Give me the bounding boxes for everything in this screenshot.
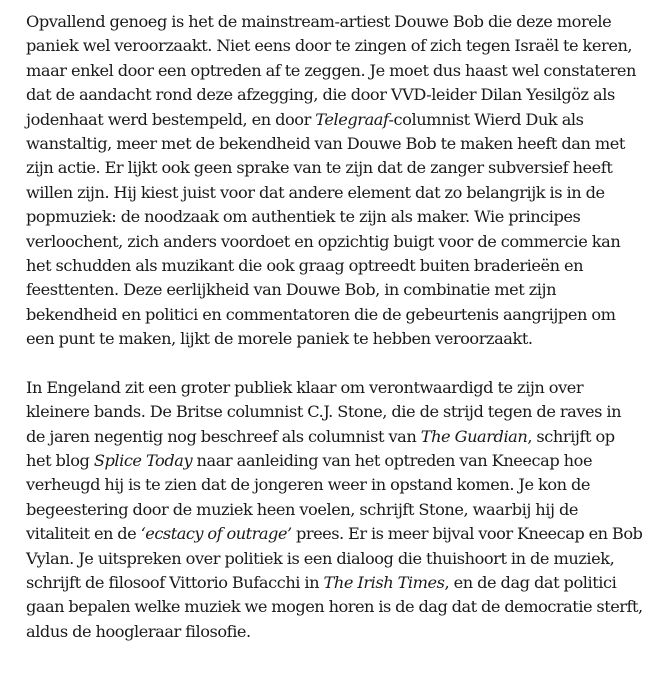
text-line: het blog Splice Today naar aanleiding van het optreden van Kneecap hoe: [26, 450, 593, 470]
publication-name: The Irish Times: [323, 572, 445, 592]
text-line: Vylan. Je uitspreken over politiek is een dialoog die thuishoort in de muziek,: [26, 548, 615, 568]
paragraph-2: [26, 376, 643, 644]
publication-name: Splice Today: [93, 450, 193, 470]
text-line: verheugd hij is te zien dat de jongeren weer in opstand komen. Je kon de: [26, 475, 591, 495]
text-line: gaan bepalen welke muziek we mogen horen is de dag dat de democratie sterft,: [26, 597, 643, 617]
text-line: maar enkel door een optreden af te zeggen. Je moet dus haast wel constateren: [26, 60, 636, 80]
text-line: begeestering door de muziek heen voelen, schrijft Stone, waarbij hij de: [26, 499, 579, 519]
text-line: het schudden als muzikant die ook graag optreedt buiten braderieën en: [26, 256, 584, 276]
text-line: feesttenten. Deze eerlijkheid van Douwe Bob, in combinatie met zijn: [26, 280, 557, 300]
text-line: verloochent, zich anders voordoet en opzichtig buigt voor de commercie kan: [26, 231, 621, 251]
article-body: [26, 10, 643, 644]
text-line: kleinere bands. De Britse columnist C.J. Stone, die de strijd tegen de raves in: [26, 402, 622, 422]
paragraph-1: [26, 10, 638, 352]
text-line: paniek wel veroorzaakt. Niet eens door te zingen of zich tegen Israël te keren,: [26, 36, 633, 56]
text-line: popmuziek: de noodzaak om authentiek te zijn als maker. Wie principes: [26, 207, 581, 227]
quoted-phrase: ‘ecstacy of outrage’: [140, 524, 292, 544]
text-line: jodenhaat werd bestempeld, en door Telegraaf-columnist Wierd Duk als: [26, 109, 584, 129]
text-line: de jaren negentig nog beschreef als columnist van The Guardian, schrijft op: [26, 426, 615, 446]
publication-name: Telegraaf: [315, 109, 389, 129]
text-line: Opvallend genoeg is het de mainstream-artiest Douwe Bob die deze morele: [26, 12, 612, 31]
text-line: schrijft de filosoof Vittorio Bufacchi in The Irish Times, en de dag dat politici: [26, 572, 617, 592]
publication-name: The Guardian: [420, 426, 528, 446]
text-line: bekendheid en politici en commentatoren die de gebeurtenis aangrijpen om: [26, 304, 616, 324]
text-line: willen zijn. Hij kiest juist voor dat andere element dat zo belangrijk is in de: [26, 182, 605, 202]
text-line: aldus de hoogleraar filosofie.: [26, 621, 251, 641]
text-line: een punt te maken, lijkt de morele paniek te hebben veroorzaakt.: [26, 329, 533, 349]
text-line: In Engeland zit een groter publiek klaar om verontwaardigd te zijn over: [26, 377, 584, 397]
text-line: zijn actie. Er lijkt ook geen sprake van te zijn dat de zanger subversief heeft: [26, 158, 613, 178]
text-line: dat de aandacht rond deze afzegging, die door VVD-leider Dilan Yesilgöz als: [26, 85, 615, 105]
text-line: vitaliteit en de ‘ecstacy of outrage’ prees. Er is meer bijval voor Kneecap en Bob: [26, 524, 643, 544]
text-line: wanstaltig, meer met de bekendheid van Douwe Bob te maken heeft dan met: [26, 134, 625, 154]
